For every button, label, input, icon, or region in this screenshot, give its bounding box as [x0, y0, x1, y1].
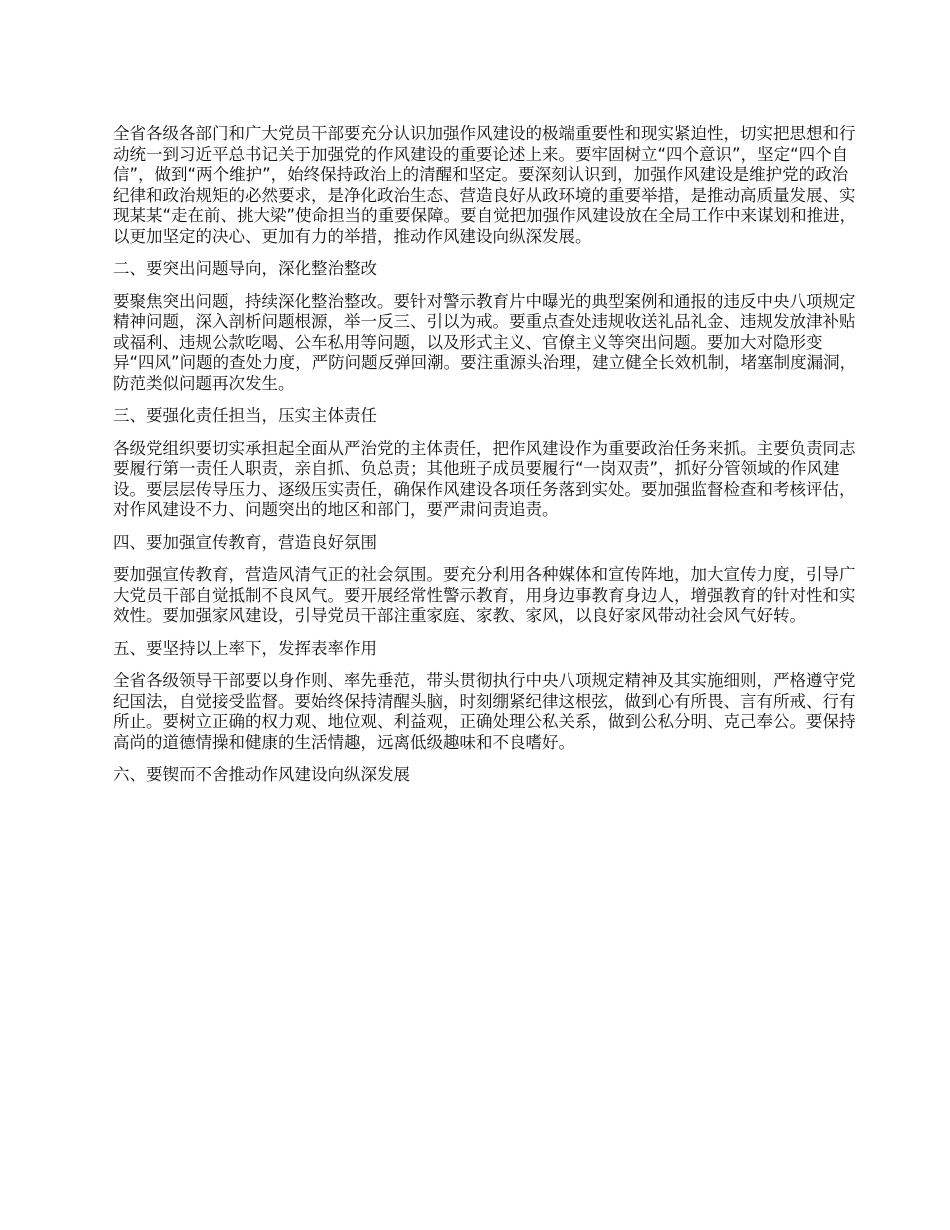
document-body [113, 124, 858, 798]
section-heading-3: 三、要强化责任担当，压实主体责任 [113, 406, 377, 425]
section-heading-5: 五、要坚持以上率下，发挥表率作用 [113, 638, 377, 658]
section-heading-4: 四、要加强宣传教育，营造良好氛围 [113, 532, 377, 552]
section-heading-2: 二、要突出问题导向，深化整治整改 [113, 259, 377, 278]
paragraph-responsibility: 各级党组织要切实承担起全面从严治党的主体责任，把作风建设作为重要政治任务来抓。主要负责同志要履行第一责任人职责，亲自抓、负总责；其他班子成员要履行“一岗双责”，抓好分管领域的作风建设。要层层传导压力、逐级压实责任，确保作风建设各项任务落到实处。要加强监督检查和考核评估，对作风建设不力、问题突出的地区和部门，要严肃问责追责。 [113, 438, 856, 519]
paragraph-problem-oriented: 要聚焦突出问题，持续深化整治整改。要针对警示教育片中曝光的典型案例和通报的违反中央八项规定精神问题，深入剖析问题根源，举一反三、引以为戒。要重点查处违规收送礼品礼金、违规发放津补贴或福利、违规公款吃喝、公车私用等问题，以及形式主义、官僚主义等突出问题。要加大对隐形变异“四风”问题的查处力度，严防问题反弹回潮。要注重源头治理，建立健全长效机制，堵塞制度漏洞，防范类似问题再次发生。 [113, 291, 857, 393]
paragraph-awareness: 全省各级各部门和广大党员干部要充分认识加强作风建设的极端重要性和现实紧迫性，切实把思想和行动统一到习近平总书记关于加强党的作风建设的重要论述上来。要牢固树立“四个意识”，坚定“四个自信”，做到“两个维护”，始终保持政治上的清醒和坚定。要深刻认识到，加强作风建设是维护党的政治纪律和政治规矩的必然要求，是净化政治生态、营造良好从政环境的重要举措，是推动高质量发展、实现某某“走在前、挑大梁”使命担当的重要保障。要自觉把加强作风建设放在全局工作中来谋划和推进，以更加坚定的决心、更加有力的举措，推动作风建设向纵深发展。 [113, 124, 857, 246]
paragraph-leadership: 全省各级领导干部要以身作则、率先垂范，带头贯彻执行中央八项规定精神及其实施细则，严格遵守党纪国法，自觉接受监督。要始终保持清醒头脑，时刻绷紧纪律这根弦，做到心有所畏、言有所戒、行有所止。要树立正确的权力观、地位观、利益观，正确处理公私关系，做到公私分明、克己奉公。要保持高尚的道德情操和健康的生活情趣，远离低级趣味和不良嗜好。 [113, 671, 856, 752]
paragraph-education: 要加强宣传教育，营造风清气正的社会氛围。要充分利用各种媒体和宣传阵地，加大宣传力度，引导广大党员干部自觉抵制不良风气。要开展经常性警示教育，用身边事教育身边人，增强教育的针对性和实效性。要加强家风建设，引导党员干部注重家庭、家教、家风，以良好家风带动社会风气好转。 [113, 565, 856, 625]
section-heading-6: 六、要锲而不舍推动作风建设向纵深发展 [113, 765, 410, 784]
